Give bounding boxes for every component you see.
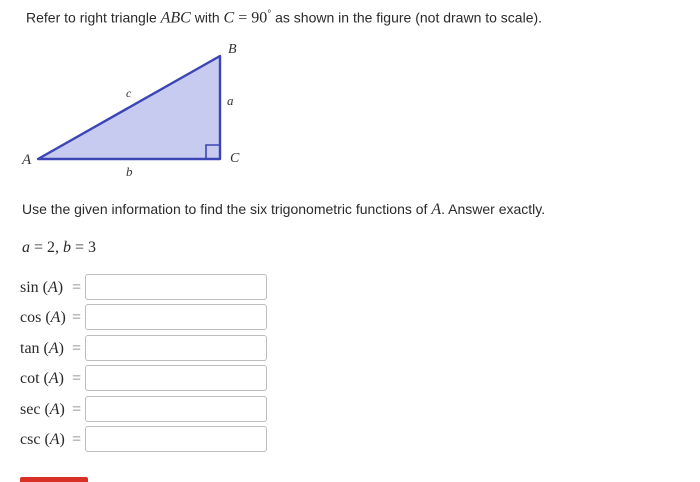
vertex-a-label: A (22, 152, 32, 168)
intro-prefix: Refer to right triangle (26, 9, 161, 26)
cos-label: cos (A) (20, 309, 66, 327)
problem-statement (26, 9, 542, 28)
equals-sign: = (72, 309, 82, 327)
csc-arg: A (49, 430, 60, 448)
cot-arg: A (48, 370, 59, 388)
given-values (22, 239, 96, 257)
cot-name: cot (20, 370, 40, 388)
cot-answer-input[interactable] (85, 365, 267, 391)
equals-sign: = (72, 400, 82, 418)
angle-value: = 90 (234, 9, 268, 27)
csc-name: csc (20, 430, 41, 448)
given-a-var: a (22, 239, 30, 256)
csc-answer-input[interactable] (85, 426, 267, 452)
equals-sign: = (72, 339, 82, 357)
cot-label: cot (A) (20, 370, 64, 388)
angle-variable: C (223, 9, 235, 27)
triangle-figure (14, 36, 254, 186)
cos-name: cos (20, 309, 42, 327)
intro-suffix: as shown in the figure (not drawn to scale). (271, 9, 543, 26)
sin-label: sin (A) (20, 279, 64, 296)
sec-label: sec (A) (20, 400, 65, 418)
equals-sign: = (72, 430, 82, 448)
given-b-var: b (63, 239, 72, 256)
csc-label: csc (A) (20, 430, 65, 448)
tan-arg: A (48, 339, 59, 357)
cos-arg: A (50, 309, 61, 327)
equals-sign: = (72, 279, 82, 296)
given-b-value: = 3 (71, 239, 97, 256)
equals-sign: = (72, 370, 82, 388)
intro-with: with (190, 9, 224, 26)
side-c-label: c (126, 86, 132, 100)
vertex-c-label: C (230, 151, 240, 166)
vertex-b-label: B (228, 42, 237, 57)
sec-arg: A (49, 400, 60, 418)
tan-label: tan (A) (20, 339, 64, 357)
triangle-shape (38, 56, 220, 159)
sin-answer-input[interactable] (85, 274, 267, 300)
sec-answer-input[interactable] (85, 396, 267, 422)
triangle-diagram (14, 36, 254, 186)
tan-name: tan (20, 339, 40, 357)
triangle-name: ABC (160, 9, 191, 27)
sec-name: sec (20, 400, 41, 418)
instruction-prefix: Use the given information to find the six trigonometric functions of (22, 201, 432, 217)
instruction-text (22, 201, 545, 219)
sin-name: sin (20, 279, 39, 296)
tan-answer-input[interactable] (85, 335, 267, 361)
instruction-variable: A (431, 201, 442, 218)
submit-button-edge[interactable] (20, 477, 88, 482)
instruction-suffix: . Answer exactly. (441, 201, 546, 217)
side-a-label: a (227, 93, 234, 108)
degree-symbol: ° (267, 9, 272, 20)
side-b-label: b (126, 164, 133, 179)
sin-arg: A (48, 279, 58, 296)
cos-answer-input[interactable] (85, 304, 267, 330)
given-a-value: = 2, (30, 239, 64, 256)
